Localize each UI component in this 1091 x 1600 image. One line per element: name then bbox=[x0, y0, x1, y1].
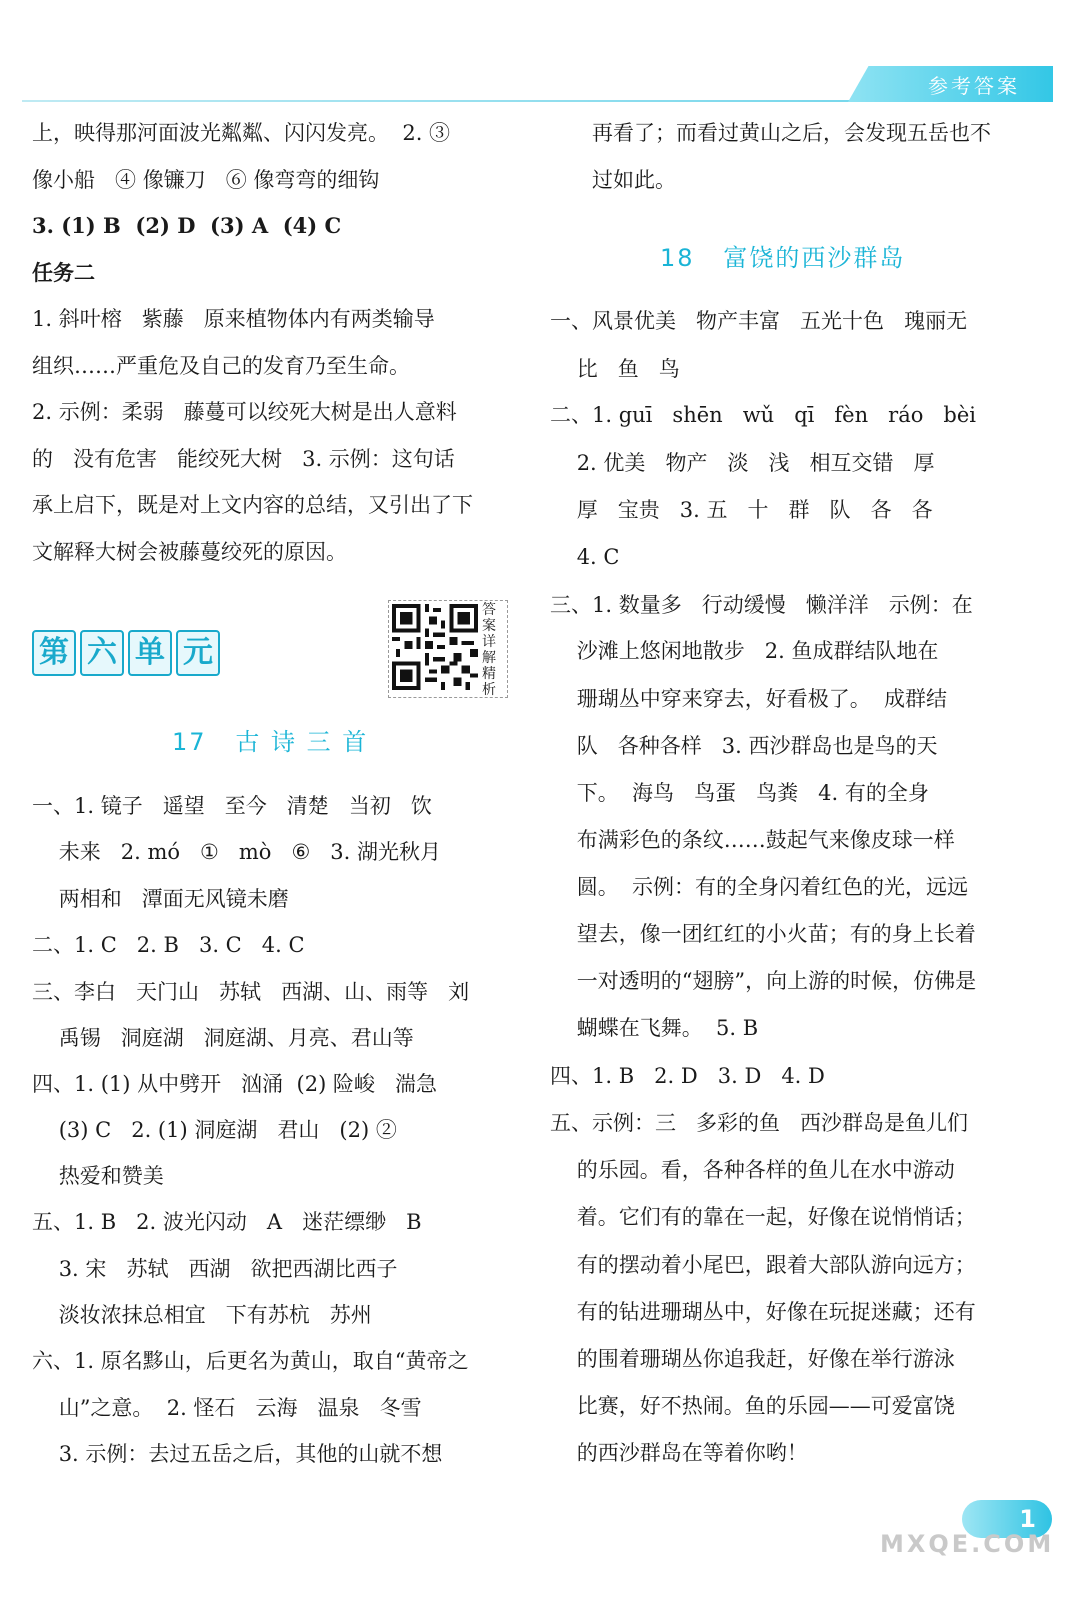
text-line: 四、1. B 2. D 3. D 4. D bbox=[550, 1064, 825, 1088]
text-line: 再看了；而看过黄山之后，会发现五岳也不 bbox=[592, 121, 991, 145]
qr-code-icon[interactable] bbox=[392, 604, 478, 690]
text-line: 六、1. 原名黟山，后更名为黄山，取自“黄帝之 bbox=[32, 1349, 469, 1373]
lesson-title: 18 富饶的西沙群岛 bbox=[660, 244, 906, 272]
text-line: 有的摆动着小尾巴，跟着大部队游向远方； bbox=[550, 1253, 976, 1277]
text-line: 比 鱼 鸟 bbox=[550, 357, 680, 381]
unit-char: 第 bbox=[32, 630, 76, 676]
text-line: 有的钻进珊瑚丛中，好像在玩捉迷藏；还有 bbox=[550, 1300, 976, 1324]
unit-title bbox=[32, 630, 220, 676]
text-line: 山”之意。 2. 怪石 云海 温泉 冬雪 bbox=[32, 1396, 422, 1420]
text-line: (3) C 2. (1) 洞庭湖 君山 (2) ② bbox=[32, 1118, 397, 1142]
text-line: 的围着珊瑚丛你追我赶，好像在举行游泳 bbox=[550, 1347, 955, 1371]
text-line: 未来 2. mó ① mò ⑥ 3. 湖光秋月 bbox=[32, 840, 442, 864]
text-line: 二、1. C 2. B 3. C 4. C bbox=[32, 933, 305, 957]
text-line: 组织……严重危及自己的发育乃至生命。 bbox=[32, 354, 410, 378]
text-line: 圆。 示例：有的全身闪着红色的光，远远 bbox=[550, 875, 969, 899]
text-line: 布满彩色的条纹……鼓起气来像皮球一样 bbox=[550, 828, 955, 852]
unit-char: 单 bbox=[128, 630, 172, 676]
text-line: 沙滩上悠闲地散步 2. 鱼成群结队地在 bbox=[550, 639, 939, 663]
text-line: 着。它们有的靠在一起，好像在说悄悄话； bbox=[550, 1205, 976, 1229]
text-line: 五、示例：三 多彩的鱼 西沙群岛是鱼儿们 bbox=[550, 1111, 969, 1135]
text-line: 3. 示例：去过五岳之后，其他的山就不想 bbox=[32, 1442, 443, 1466]
text-line: 蝴蝶在飞舞。 5. B bbox=[550, 1016, 759, 1040]
text-line: 比赛，好不热闹。鱼的乐园——可爱富饶 bbox=[550, 1394, 955, 1418]
text-line: 2. 示例：柔弱 藤蔓可以绞死大树是出人意料 bbox=[32, 400, 457, 424]
text-line: 三、李白 天门山 苏轼 西湖、山、雨等 刘 bbox=[32, 980, 470, 1004]
lesson-title: 17 古 诗 三 首 bbox=[172, 728, 369, 756]
text-line: 下。 海鸟 鸟蛋 鸟粪 4. 有的全身 bbox=[550, 781, 929, 805]
section-heading: 任务二 bbox=[32, 260, 95, 285]
text-line: 的 没有危害 能绞死大树 3. 示例：这句话 bbox=[32, 447, 455, 471]
text-line: 二、1. guī shēn wǔ qī fèn ráo bèi bbox=[550, 403, 976, 427]
text-line: 禹锡 洞庭湖 洞庭湖、月亮、君山等 bbox=[32, 1026, 414, 1050]
text-line: 上，映得那河面波光粼粼、闪闪发亮。 2. ③ bbox=[32, 121, 451, 145]
text-line: 三、1. 数量多 行动缓慢 懒洋洋 示例：在 bbox=[550, 593, 973, 617]
page-number: 1 bbox=[962, 1500, 1052, 1538]
text-line: 承上启下，既是对上文内容的总结，又引出了下 bbox=[32, 493, 473, 517]
text-line: 的乐园。看，各种各样的鱼儿在水中游动 bbox=[550, 1158, 955, 1182]
watermark: MXQE.COM bbox=[880, 1530, 1055, 1558]
text-line: 淡妆浓抹总相宜 下有苏杭 苏州 bbox=[32, 1303, 372, 1327]
text-line: 望去，像一团红红的小火苗；有的身上长着 bbox=[550, 922, 976, 946]
header-label: 参考答案 bbox=[928, 74, 1020, 98]
text-line: 一对透明的“翅膀”，向上游的时候，仿佛是 bbox=[550, 969, 977, 993]
text-line: 3. (1) B (2) D (3) A (4) C bbox=[32, 213, 342, 238]
text-line: 像小船 ④ 像镰刀 ⑥ 像弯弯的细钩 bbox=[32, 168, 380, 192]
text-line: 2. 优美 物产 淡 浅 相互交错 厚 bbox=[550, 451, 935, 475]
text-line: 一、1. 镜子 遥望 至今 清楚 当初 饮 bbox=[32, 794, 432, 818]
text-line: 4. C bbox=[550, 545, 620, 569]
text-line: 过如此。 bbox=[592, 168, 676, 192]
text-line: 五、1. B 2. 波光闪动 A 迷茫缥缈 B bbox=[32, 1210, 422, 1234]
text-line: 热爱和赞美 bbox=[32, 1164, 164, 1188]
unit-char: 元 bbox=[176, 630, 220, 676]
unit-char: 六 bbox=[80, 630, 124, 676]
text-line: 一、风景优美 物产丰富 五光十色 瑰丽无 bbox=[550, 309, 968, 333]
text-line: 文解释大树会被藤蔓绞死的原因。 bbox=[32, 540, 347, 564]
text-line: 的西沙群岛在等着你哟！ bbox=[550, 1441, 808, 1465]
text-line: 珊瑚丛中穿来穿去，好看极了。 成群结 bbox=[550, 687, 948, 711]
text-line: 厚 宝贵 3. 五 十 群 队 各 各 bbox=[550, 498, 933, 522]
text-line: 1. 斜叶榕 紫藤 原来植物体内有两类输导 bbox=[32, 307, 435, 331]
text-line: 队 各种各样 3. 西沙群岛也是鸟的天 bbox=[550, 734, 938, 758]
text-line: 3. 宋 苏轼 西湖 欲把西湖比西子 bbox=[32, 1257, 398, 1281]
text-line: 四、1. (1) 从中劈开 汹涌 (2) 险峻 湍急 bbox=[32, 1072, 437, 1096]
text-line: 两相和 潭面无风镜未磨 bbox=[32, 887, 289, 911]
qr-caption: 答案详解精析 bbox=[482, 602, 496, 698]
